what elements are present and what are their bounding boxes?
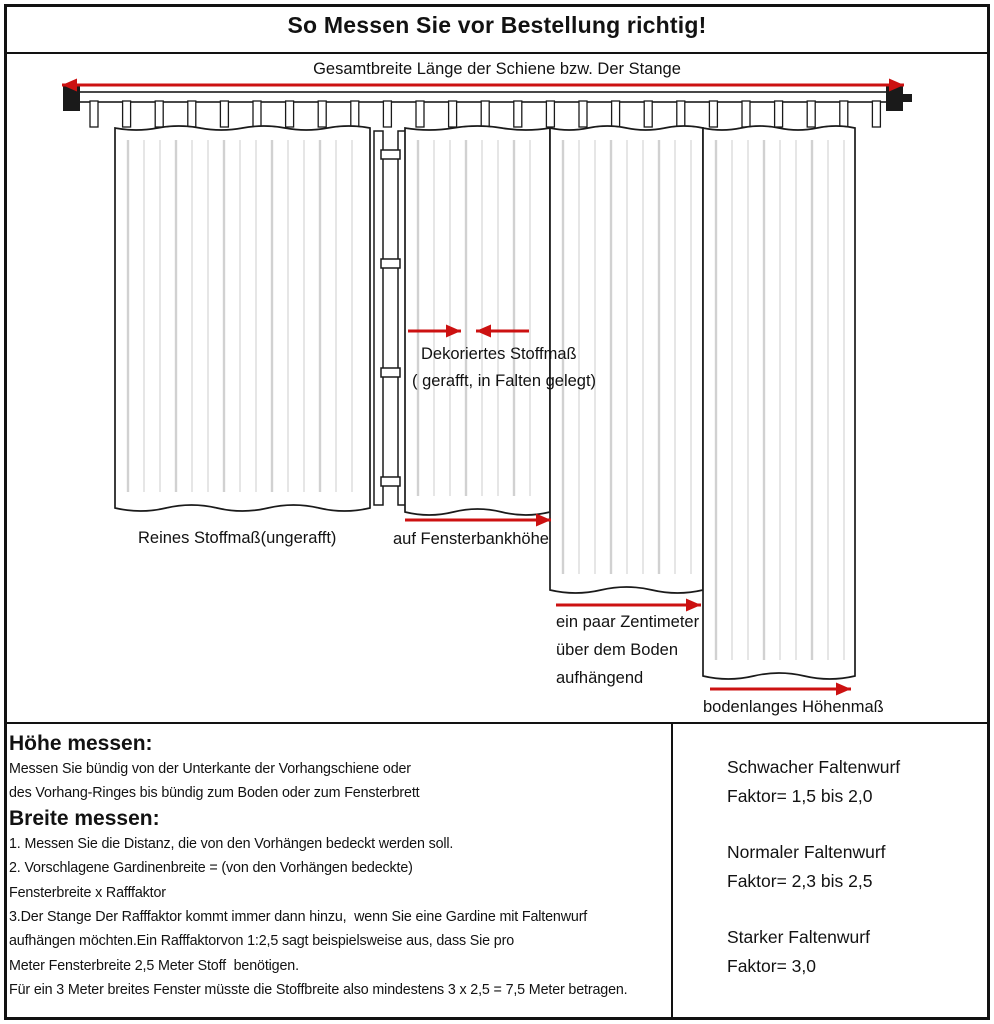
fold-factor-name: Schwacher Faltenwurf bbox=[727, 757, 901, 777]
above-floor-label-line1: ein paar Zentimeter bbox=[556, 613, 700, 631]
fold-factor-value: Faktor= 2,3 bis 2,5 bbox=[727, 871, 873, 891]
instruction-line: Fensterbreite x Rafffaktor bbox=[9, 884, 166, 901]
above-floor-label-line2: über dem Boden bbox=[556, 641, 679, 659]
instruction-line: aufhängen möchten.Ein Rafffaktorvon 1:2,5 sagt beispielsweise aus, dass Sie pro bbox=[9, 933, 515, 950]
fold-factor-value: Faktor= 1,5 bis 2,0 bbox=[727, 786, 873, 806]
instruction-line: Meter Fensterbreite 2,5 Meter Stoff benötigen. bbox=[9, 957, 299, 974]
above-floor-label-line3: aufhängend bbox=[556, 669, 644, 687]
column-divider-line bbox=[671, 722, 673, 1017]
fold-factor-item bbox=[727, 838, 987, 896]
fold-factor-item bbox=[727, 753, 987, 811]
measuring-instructions bbox=[9, 731, 669, 1003]
total-width-label: Gesamtbreite Länge der Schiene bzw. Der Stange bbox=[313, 60, 681, 78]
fold-factor-panel bbox=[727, 753, 987, 1008]
curtain-tab-loops bbox=[90, 101, 880, 127]
page-title: So Messen Sie vor Bestellung richtig! bbox=[287, 12, 707, 38]
fold-factor-item bbox=[727, 923, 987, 981]
instruction-line: Messen Sie bündig von der Unterkante der Vorhangschiene oder bbox=[9, 761, 411, 777]
height-measure-heading: Höhe messen: bbox=[9, 732, 153, 755]
instruction-line: 2. Vorschlagene Gardinenbreite = (von den Vorhängen bedeckte) bbox=[9, 860, 413, 877]
window-ladder-frame bbox=[374, 131, 407, 505]
gathered-width-label-line1: Dekoriertes Stoffmaß bbox=[421, 345, 577, 363]
instruction-line: Für ein 3 Meter breites Fenster müsste die Stoffbreite also mindestens 3 x 2,5 = 7,5 Meter betragen. bbox=[9, 982, 628, 999]
instruction-line: 3.Der Stange Der Rafffaktor kommt immer dann hinzu, wenn Sie eine Gardine mit Faltenwurf bbox=[9, 909, 588, 926]
floor-length-label: bodenlanges Höhenmaß bbox=[703, 698, 884, 716]
fold-factor-value: Faktor= 3,0 bbox=[727, 956, 817, 976]
ungathered-width-label: Reines Stoffmaß(ungerafft) bbox=[138, 529, 337, 547]
curtain-panels bbox=[115, 126, 855, 679]
width-measure-heading: Breite messen: bbox=[9, 806, 160, 830]
instruction-line: 1. Messen Sie die Distanz, die von den Vorhängen bedeckt werden soll. bbox=[9, 835, 454, 852]
windowsill-height-label: auf Fensterbankhöhe bbox=[393, 530, 549, 548]
instruction-line: des Vorhang-Ringes bis bündig zum Boden oder zum Fensterbrett bbox=[9, 785, 420, 802]
fold-factor-name: Starker Faltenwurf bbox=[727, 927, 870, 947]
gathered-width-label-line2: ( gerafft, in Falten gelegt) bbox=[412, 372, 597, 390]
fold-factor-name: Normaler Faltenwurf bbox=[727, 842, 886, 862]
title-divider-line bbox=[7, 52, 987, 54]
instructions-divider-line bbox=[7, 722, 987, 724]
